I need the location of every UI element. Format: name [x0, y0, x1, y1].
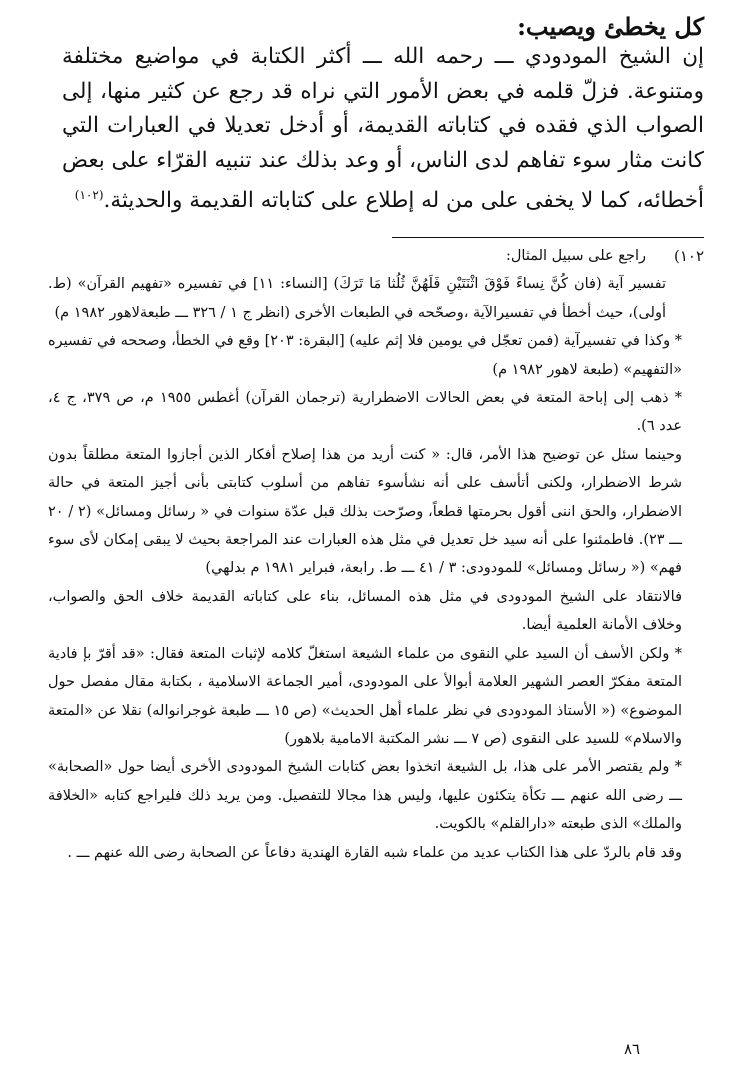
footnote-header: [48, 242, 704, 270]
footnote-paragraph: * وكذا في تفسيرآية (فمن تعجّل في يومين فلا إثم عليه) [البقرة: ٢٠٣] وقع في الخطأ، وصححه في تفسيره «التفهيم» (طبعة لاهور ١٩٨٢ م): [48, 333, 682, 378]
footnote-number: ١٠٢): [673, 247, 704, 265]
footnote-paragraph: فالانتقاد على الشيخ المودودى في مثل هذه المسائل، بناء على كتاباته القديمة خلاف الحق والصواب، وخلاف الأمانة العلمية أيضا.: [48, 588, 682, 634]
footnote-paragraph: وحينما سئل عن توضيح هذا الأمر، قال: « كنت أريد من هذا إصلاح أفكار الذين أجازوا المتعة مطلقاً بدون شرط الاضطرار، ولكنى أتأسف على أنه نشأسوء تفاهم من أسلوب كتابتى بأنى أجيز المتعة في حالة الاضطرار، والحق اننى أقول بحرمتها قطعاً، وصرّحت بذلك قبل عدّة سنوات في « رسائل ومسائل» (٢ / ٢٠ ـــ ٢٣). فاطمئنوا على أنه سيد خل تعديل في مثل هذه العبارات عند المراجعة بحيث لا يبقى إمكان لأى سوء فهم» (« رسائل ومسائل» للمودودى: ٣ / ٤١ ـــ ط. رابعة، فبراير ١٩٨١ م بدلهي): [48, 446, 682, 577]
main-paragraph: [62, 40, 704, 219]
footnote-paragraph: وقد قام بالردّ على هذا الكتاب عديد من علماء شبه القارة الهندية دفاعاً عن الصحابة رضى الله عنهم ـــ .: [67, 844, 682, 861]
footnote-separator: [392, 237, 704, 238]
footnotes-block: [48, 242, 704, 867]
section-heading: كل يخطئ ويصيب:: [517, 12, 704, 41]
footnote-paragraph: تفسير آية (فان كُنَّ نِساءً فَوْقَ اثْنَتَيْنِ فَلَهُنَّ ثُلُثا مَا تَرَكَ) [النساء: ١١] في تفسيره «تفهيم القرآن» (ط. أولى)، حيث أخطأ في تفسيرالآية ،وصحّحه في الطبعات الأخرى (انظر ج ١ / ٣٢٦ ـــ طبعةلاهور ١٩٨٢ م): [48, 276, 666, 321]
footnote-paragraph: * ولكن الأسف أن السيد علي النقوى من علماء الشيعة استغلّ كلامه لإثبات المتعة فقال: «قد أقرّ بإ فادية المتعة مفكرّ العصر الشهير العلامة أبوالأ على المودودى، أمير الجماعة الاسلامية ، بكتابة مقال مفصل حول الموضوع» (« الأستاذ المودودى في نظر علماء أهل الحديث» (ص ١٥ ـــ طبعة غوجرانواله) نقلا عن «المتعة والاسلام» للسيد على النقوى (ص ٧ ـــ نشر المكتبة الامامية بلاهور): [48, 645, 682, 747]
main-paragraph-text: إن الشيخ المودودي ـــ رحمه الله ـــ أكثر الكتابة في مواضيع مختلفة ومتنوعة. فزلّ قلمه في بعض الأمور التي نراه قد رجع عن كثير منها، إلى الصواب الذي فقده في كتاباته القديمة، أو أدخل تعديلا في العبارات التي كانت مثار سوء تفاهم لدى الناس، أو وعد بذلك عند تنبيه القرّاء على بعض أخطائه، كما لا يخفى على من له إطلاع على كتاباته القديمة والحديثة.: [62, 44, 705, 214]
footnote-reference: (١٠٢): [74, 188, 104, 202]
footnote-label: راجع على سبيل المثال:: [505, 248, 646, 264]
footnote-paragraph: * ولم يقتصر الأمر على هذا، بل الشيعة اتخذوا بعض كتابات الشيخ المودودى الأخرى أيضا حول «الصحابة» ـــ رضى الله عنهم ـــ تكأة يتكئون عليها، وليس هذا مجالا للتفصيل. ومن يريد ذلك فليراجع كتابه «الخلافة والملك» الذى طبعته «دارالقلم» بالكويت.: [48, 759, 682, 833]
footnote-paragraph: * ذهب إلى إباحة المتعة في بعض الحالات الاضطرارية (ترجمان القرآن) أغطس ١٩٥٥ م، ص ٣٧٩، ج ٤، عدد ٦).: [48, 390, 682, 435]
page-number: ٨٦: [623, 1040, 641, 1058]
